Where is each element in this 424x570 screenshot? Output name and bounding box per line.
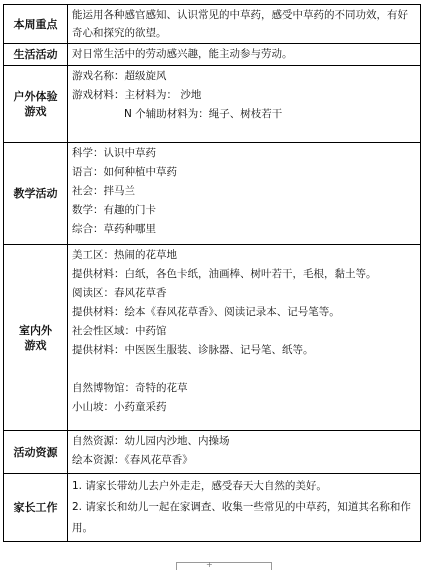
outdoor-game-label (4, 66, 68, 143)
weekly-focus-label: 本周重点 (4, 5, 68, 44)
parent-work-item-1: 1. 请家长带幼儿去户外走走，感受春天大自然的美好。 (72, 480, 327, 492)
indoor-outdoor-label-line1: 室内外 (19, 323, 52, 337)
art-area: 美工区：热闹的花草地 (72, 249, 177, 261)
outdoor-game-name: 游戏名称：超级旋风 (72, 70, 167, 82)
resources-label: 活动资源 (4, 431, 68, 474)
daily-life-text: 对日常生活中的劳动感兴趣，能主动参与劳动。 (68, 44, 421, 66)
nature-resources: 自然资源：幼儿园内沙地、内操场 (72, 435, 230, 447)
book-resources: 绘本资源：《春风花草香》 (72, 454, 193, 466)
row-teaching (4, 143, 421, 245)
teaching-content (68, 143, 421, 245)
outdoor-game-main-material: 游戏材料：主材料为： 沙地 (72, 89, 202, 101)
row-indoor-outdoor-games (4, 245, 421, 431)
social-area: 社会性区域：中药馆 (72, 325, 167, 337)
spacer (72, 360, 416, 379)
outdoor-game-content (68, 66, 421, 143)
teaching-label: 教学活动 (4, 143, 68, 245)
reading-area: 阅读区：春风花草香 (72, 287, 167, 299)
social-area-materials: 提供材料：中医医生服装、诊脉器、记号笔、纸等。 (72, 344, 314, 356)
row-parent-work (4, 474, 421, 542)
row-weekly-focus (4, 5, 421, 44)
weekly-focus-text: 能运用各种感官感知、认识常见的中草药，感受中草药的不同功效，有好奇心和探究的欲望。 (68, 5, 421, 44)
parent-work-label: 家长工作 (4, 474, 68, 542)
outdoor-game-label-line2: 游戏 (24, 105, 47, 118)
nature-museum: 自然博物馆：奇特的花草 (72, 382, 188, 394)
indoor-outdoor-label (4, 245, 68, 431)
art-area-materials: 提供材料：白纸，各色卡纸，油画棒、树叶若干，毛根，黏土等。 (72, 268, 377, 280)
parent-work-content (68, 474, 421, 542)
teaching-society: 社会：拌马兰 (72, 185, 135, 197)
teaching-language: 语言：如何种植中草药 (72, 166, 177, 178)
indoor-outdoor-label-line2: 游戏 (24, 338, 47, 352)
weekly-plan-table (3, 4, 421, 542)
indoor-outdoor-content (68, 245, 421, 431)
daily-life-label: 生活活动 (4, 44, 68, 66)
plus-mark: + (206, 560, 213, 569)
teaching-science: 科学：认识中草药 (72, 147, 156, 159)
resources-content (68, 431, 421, 474)
row-daily-life (4, 44, 421, 66)
parent-work-item-2: 2. 请家长和幼儿一起在家调查、收集一些常见的中草药，知道其名称和作用。 (72, 501, 411, 534)
hillside: 小山坡：小药童采药 (72, 401, 167, 413)
row-resources (4, 431, 421, 474)
row-outdoor-game (4, 66, 421, 143)
reading-area-materials: 提供材料：绘本《春风花草香》、阅读记录本、记号笔等。 (72, 306, 340, 318)
teaching-math: 数学：有趣的门卡 (72, 204, 156, 216)
outdoor-game-aux-material: N 个辅助材料为：绳子、树枝若干 (124, 108, 283, 120)
outdoor-game-label-line1: 户外体验 (13, 90, 58, 103)
teaching-integrated: 综合：草药种哪里 (72, 223, 156, 235)
